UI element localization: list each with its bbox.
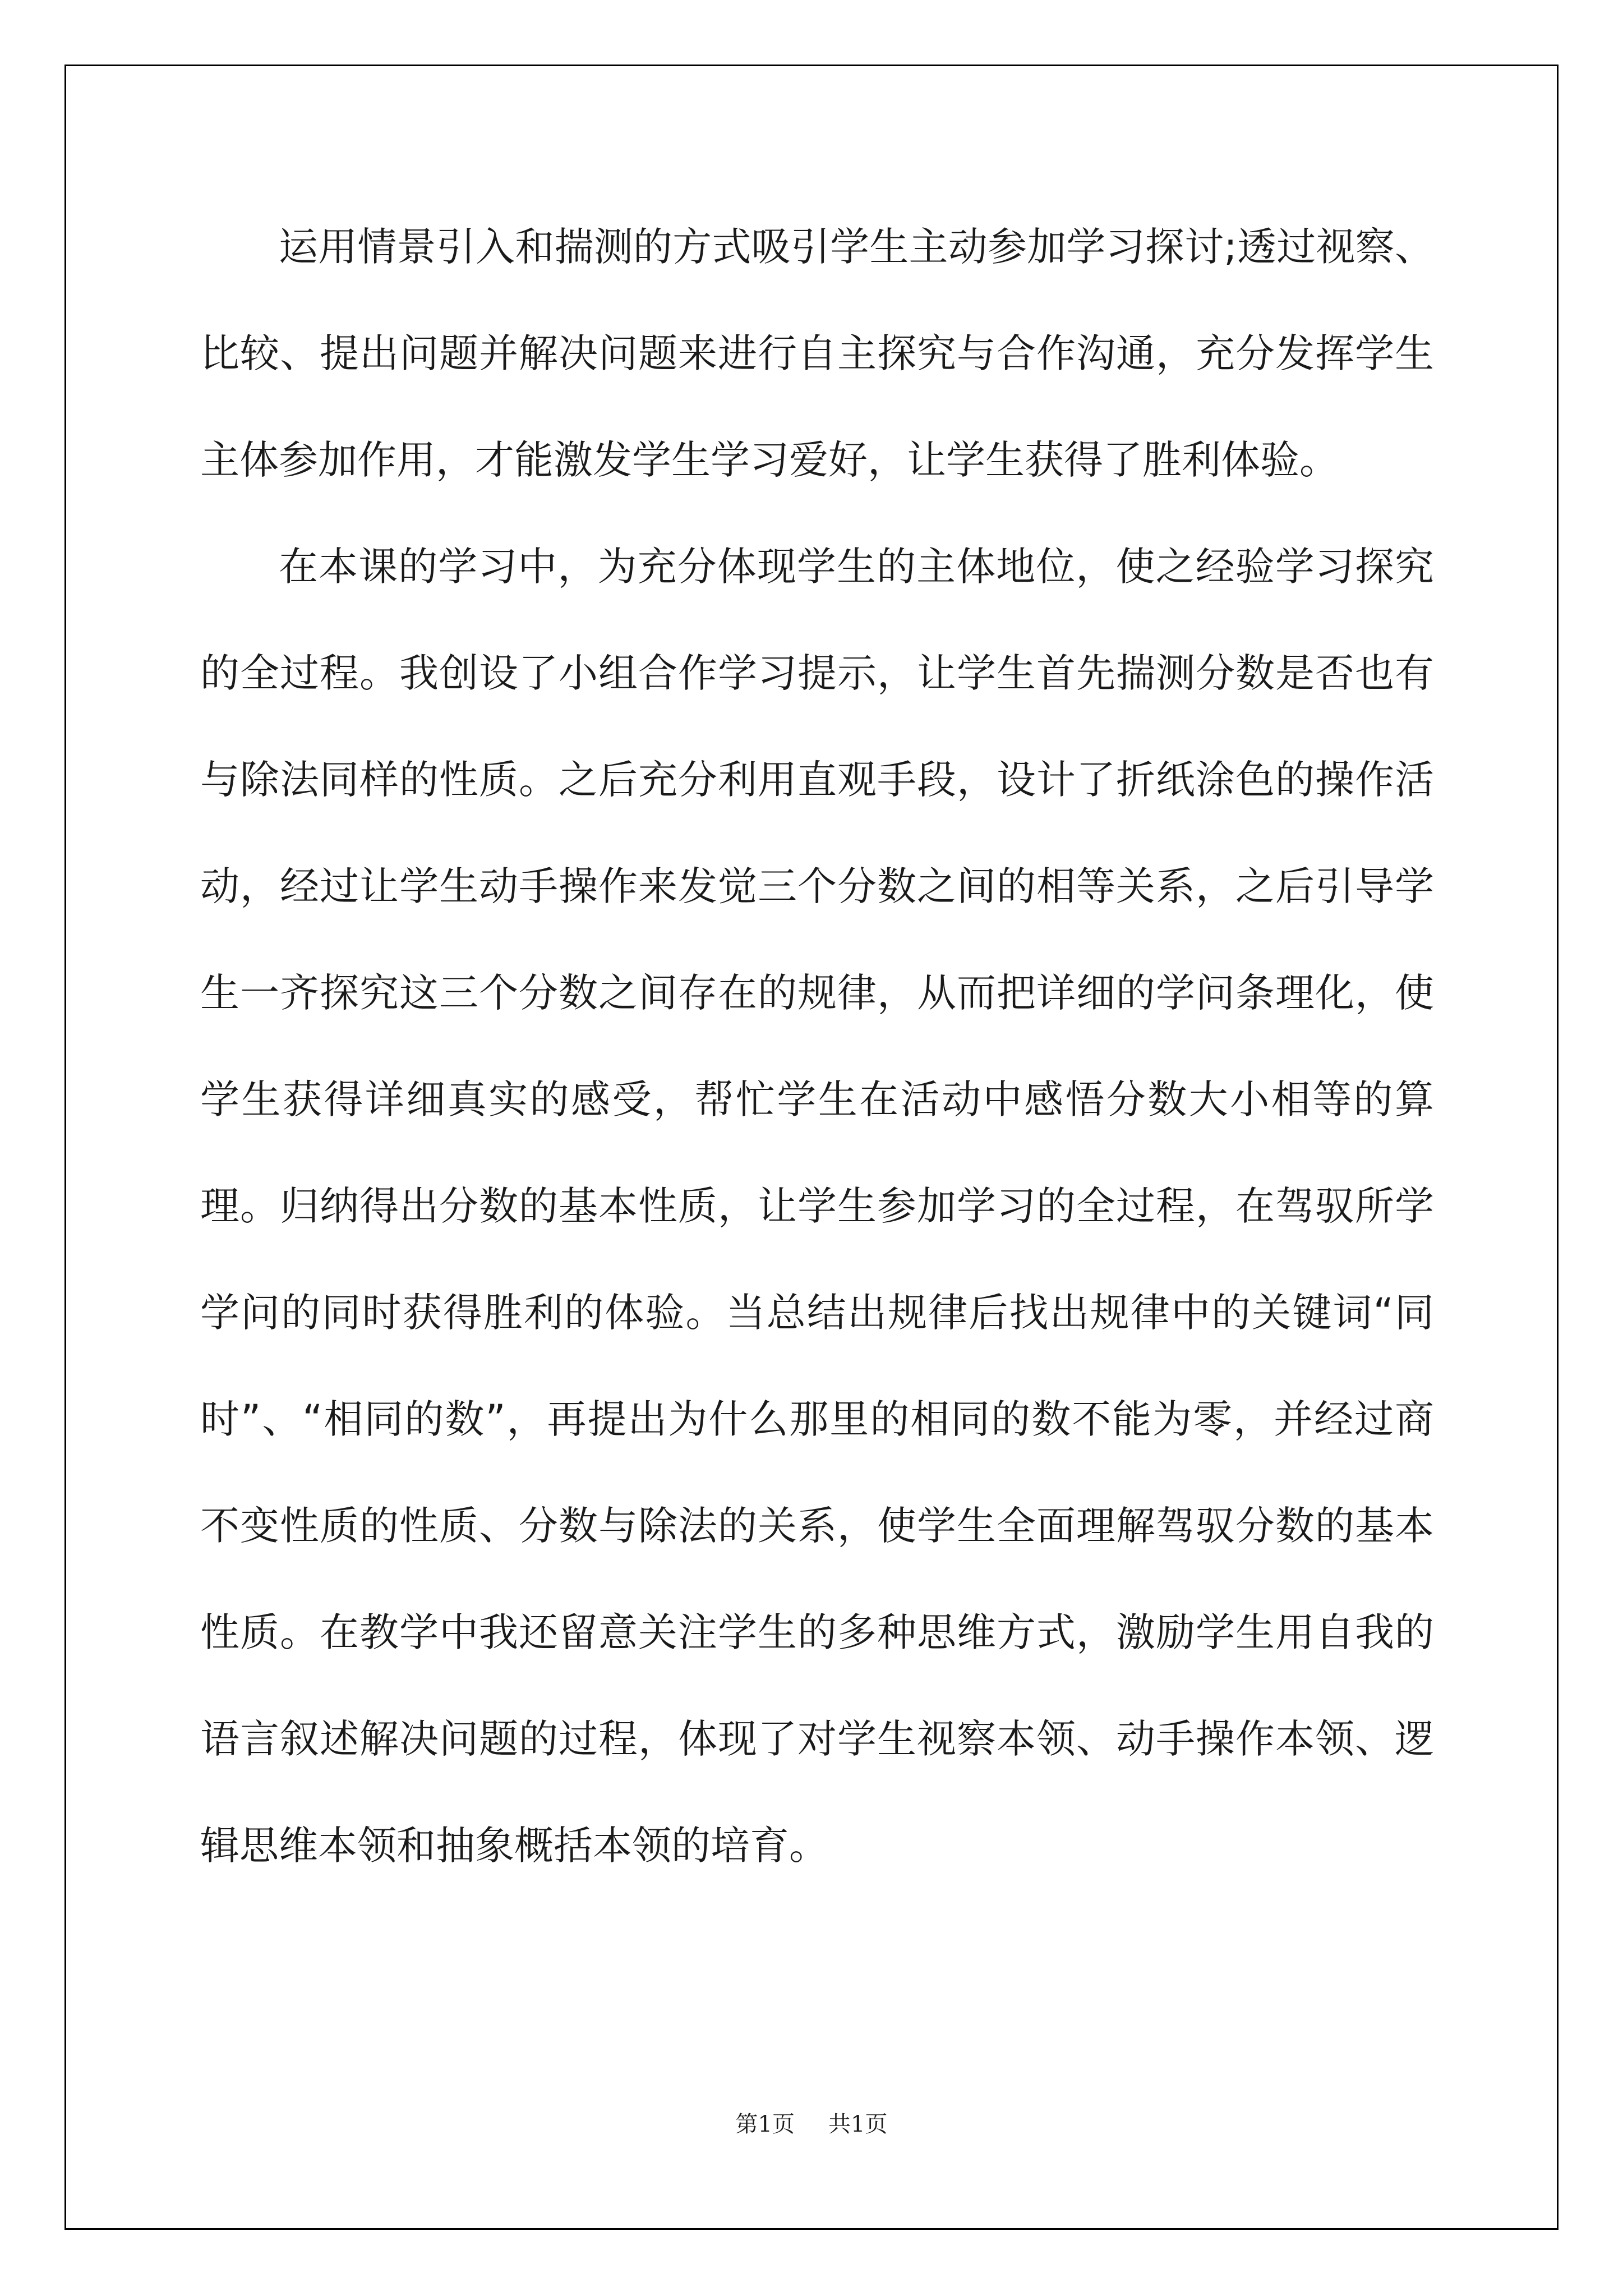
page-footer (0, 2106, 1623, 2138)
document-body (200, 194, 1434, 1899)
page-total: 共1页 (828, 2111, 888, 2137)
paragraph-2: 在本课的学习中，为充分体现学生的主体地位，使之经验学习探究的全过程。我创设了小组合作学习提示，让学生首先揣测分数是否也有与除法同样的性质。之后充分利用直观手段，设计了折纸涂色的操作活动，经过让学生动手操作来发觉三个分数之间的相等关系，之后引导学生一齐探究这三个分数之间存在的规律，从而把详细的学问条理化，使学生获得详细真实的感受，帮忙学生在活动中感悟分数大小相等的算理。归纳得出分数的基本性质，让学生参加学习的全过程，在驾驭所学学问的同时获得胜利的体验。当总结出规律后找出规律中的关键词“同时”、“相同的数”，再提出为什么那里的相同的数不能为零，并经过商不变性质的性质、分数与除法的关系，使学生全面理解驾驭分数的基本性质。在教学中我还留意关注学生的多种思维方式，激励学生用自我的语言叙述解决问题的过程，体现了对学生视察本领、动手操作本领、逻辑思维本领和抽象概括本领的培育。 (200, 544, 1434, 1869)
page-number: 第1页 (735, 2111, 795, 2137)
paragraph-1: 运用情景引入和揣测的方式吸引学生主动参加学习探讨;透过视察、比较、提出问题并解决问题来进行自主探究与合作沟通，充分发挥学生主体参加作用，才能激发学生学习爱好，让学生获得了胜利体验。 (200, 224, 1434, 483)
